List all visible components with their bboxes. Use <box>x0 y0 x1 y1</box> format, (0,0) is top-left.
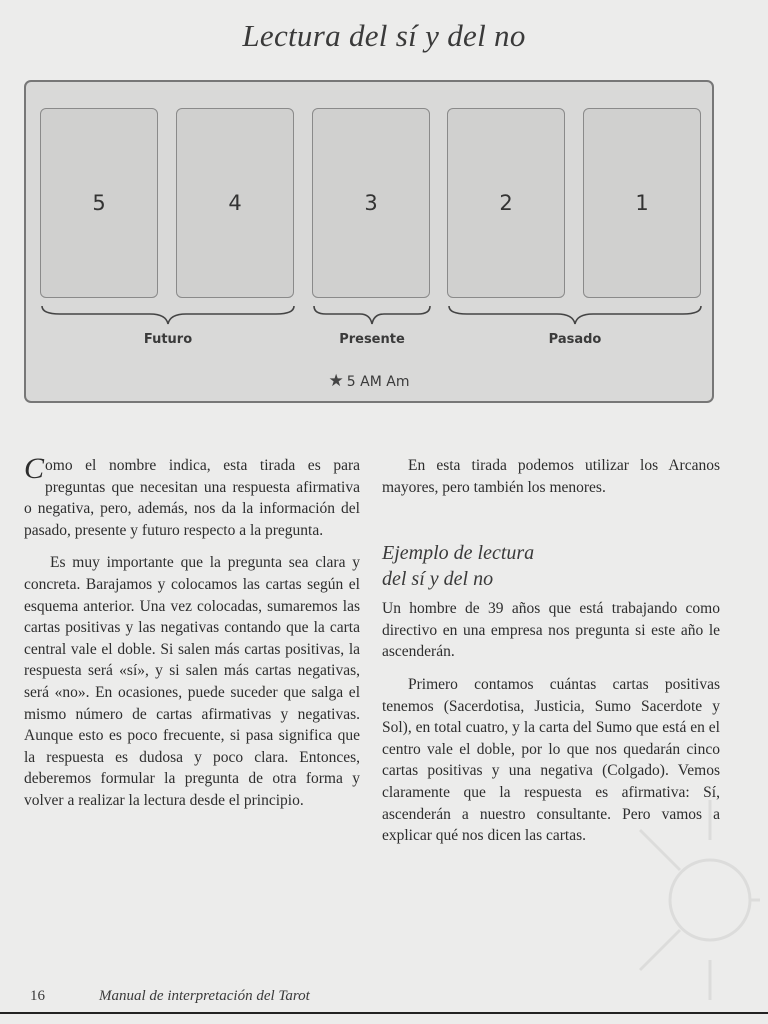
future-brace <box>40 304 296 328</box>
card-slot-3 <box>312 108 430 298</box>
section-heading <box>382 540 720 592</box>
card-number: 3 <box>364 191 378 215</box>
star-icon: ★ <box>328 371 344 391</box>
page-number: 16 <box>30 988 45 1004</box>
analysis-paragraph: Primero contamos cuántas cartas positivas tenemos (Sacerdotisa, Justicia, Sumo Sacerdote y Sol), en total cuatro, y la carta del Sumo que está en el centro vale el doble, por lo que nos quedarán cinco cartas positivas y una negativa (Colgado). Vemos claramente que la respuesta es afirmativa: Sí, ascenderán a nuestro consultante. Pero vamos a explicar qué nos dicen las cartas. <box>382 675 720 845</box>
card-number: 2 <box>499 191 513 215</box>
card-number: 4 <box>228 191 242 215</box>
bottom-rule <box>0 1012 768 1014</box>
rules-paragraph: Es muy importante que la pregunta sea clara y concreta. Barajamos y colocamos las cartas según el esquema anterior. Una vez colocadas, sumaremos las cartas positivas y las negativas contando que la carta central vale el doble. Si salen más cartas positivas, la respuesta será «sí», y si salen más cartas negativas, será «no». En ocasiones, puede suceder que salga el mismo número de cartas afirmativas y negativas. Aunque esto es poco frecuente, si pasa significa que la respuesta es dudosa y poco clara. Entonces, deberemos formular la pregunta de otra forma y volver a realizar la lectura desde el principio. <box>24 554 360 809</box>
example-paragraph: Un hombre de 39 años que está trabajando como directivo en una empresa nos pregunta si este año le ascenderán. <box>382 600 720 661</box>
drop-cap: C <box>24 452 45 485</box>
arcana-paragraph: En esta tirada podemos utilizar los Arcanos mayores, pero también los menores. <box>382 457 720 496</box>
legend <box>26 371 712 391</box>
intro-text: omo el nombre indica, esta tirada es para preguntas que necesitan una respuesta afirmativa o negativa, pero, además, nos da la información del pasado, presente y futuro respecto a la pregunta. <box>24 457 360 539</box>
card-number: 5 <box>92 191 106 215</box>
section-heading-line2: del sí y del no <box>382 568 494 591</box>
book-title: Manual de interpretación del Tarot <box>99 988 310 1004</box>
spread-diagram <box>24 80 714 403</box>
decorative-sun-watermark <box>560 780 760 1000</box>
card-slot-4 <box>176 108 294 298</box>
present-brace <box>312 304 432 328</box>
section-heading-line1: Ejemplo de lectura <box>382 542 535 565</box>
card-slot-2 <box>447 108 565 298</box>
intro-paragraph <box>24 452 360 541</box>
card-slot-5 <box>40 108 158 298</box>
past-label: Pasado <box>548 332 602 347</box>
present-label: Presente <box>339 332 405 347</box>
card-number: 1 <box>635 191 649 215</box>
past-brace <box>447 304 703 328</box>
future-label: Futuro <box>143 332 193 347</box>
page-title: Lectura del sí y del no <box>242 18 526 53</box>
page-footer <box>30 988 310 1005</box>
legend-text: 5 AM Am <box>346 374 410 390</box>
card-slot-1 <box>583 108 701 298</box>
left-column <box>24 452 360 823</box>
